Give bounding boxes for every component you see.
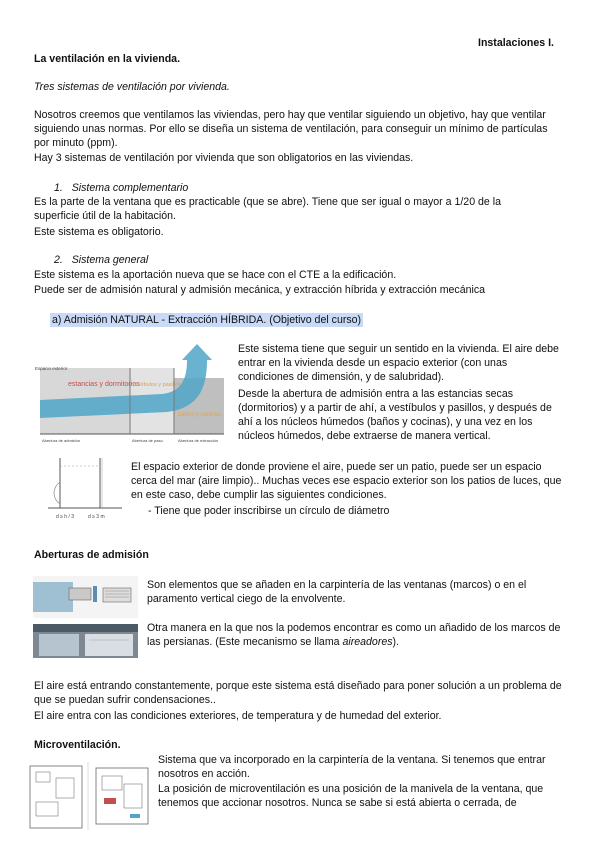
section-title: La ventilación en la vivienda. xyxy=(34,53,181,65)
microventilacion-paragraph-1: Sistema que va incorporado en la carpintería de la ventana. Si tenemos que entrar nosotros en acción. xyxy=(158,754,546,780)
paragraph-term: aireadores xyxy=(342,636,393,648)
list-number: 1. xyxy=(54,182,63,194)
courtyard-label-2: d ≥ 3 m xyxy=(88,514,105,520)
intro-paragraph: Nosotros creemos que ventilamos las viviendas, pero hay que ventilar siguiendo un objetivo, hay que ventilar siguiendo unas normas. Por ello se diseña un sistema de ventilación, para conseguir un mínimo de partículas por minuto (ppm). xyxy=(34,109,548,149)
paragraph-b: Desde la abertura de admisión entra a las estancias secas (dormitorios) y a partir de ahí, a vestíbulos y pasillos, y después de ahí a los núcleos húmedos (baños y cocinas), y una vez en los núcleos húmedos, debe extraerse de manera vertical. xyxy=(238,388,552,442)
label-paso: Abertura de paso xyxy=(132,438,163,443)
aireador-svg xyxy=(33,624,138,658)
label-estancias: estancias y dormitorios xyxy=(68,381,140,388)
microventilation-diagram xyxy=(26,758,154,834)
microventilation-svg xyxy=(26,758,154,834)
list-number: 2. xyxy=(54,254,63,266)
intro-paragraph-2: Hay 3 sistemas de ventilación por vivienda que son obligatorios en las viviendas. xyxy=(34,152,414,164)
list-title: Sistema general xyxy=(71,254,149,266)
courtyard-section-diagram xyxy=(42,452,132,524)
aberturas-paragraph-2 xyxy=(147,621,565,649)
bullet-item: - Tiene que poder inscribirse un círculo de diámetro xyxy=(148,505,390,517)
aberturas-paragraph-1: Son elementos que se añaden en la carpintería de las ventanas (marcos) o en el paramento vertical ciego de la envolvente. xyxy=(147,579,527,605)
paragraph-text: Otra manera en la que nos la podemos encontrar es como un añadido de los marcos de las persianas. (Este mecanismo se llama xyxy=(147,622,561,648)
courtyard-svg xyxy=(42,452,132,524)
list-item-1-text: Es la parte de la ventana que es practicable (que se abre). Tiene que ser igual o mayor a 1/20 de la superficie útil de la habitación. xyxy=(34,196,502,222)
ventilation-flow-svg xyxy=(32,338,232,448)
paragraph-text-end: ). xyxy=(392,636,400,648)
list-title: Sistema complementario xyxy=(71,182,189,194)
label-extraccion: Abertura de extracción xyxy=(178,438,219,443)
label-vestibulos: vestíbulos y pasillos xyxy=(132,382,181,388)
list-item-1-text-2: Este sistema es obligatorio. xyxy=(34,226,164,238)
courtyard-label-1: d ≥ h / 3 xyxy=(56,514,75,520)
label-admision: Abertura de admisión xyxy=(42,438,81,443)
ventilation-flow-diagram xyxy=(32,338,232,448)
aberturas-paragraph-4: El aire entra con las condiciones exteriores, de temperatura y de humedad del exterior. xyxy=(34,710,442,722)
list-item-2-title xyxy=(54,253,148,267)
microventilacion-paragraph-2: La posición de microventilación es una posición de la manivela de la ventana, que tenemos que accionar nosotros. Nunca se sabe si está abierta o cerrada, de xyxy=(158,783,544,809)
list-item-1-title xyxy=(54,181,188,195)
paragraph-a: Este sistema tiene que seguir un sentido en la vivienda. El aire debe entrar en la vivienda desde un espacio exterior (con unas condiciones de dimensión, y de salubridad). xyxy=(238,343,559,383)
list-item-2-text: Este sistema es la aportación nueva que se hace con el CTE a la edificación. xyxy=(34,269,397,281)
admission-vent-photo xyxy=(33,576,138,618)
aberturas-paragraph-3: El aire está entrando constantemente, porque este sistema está diseñado para poner solución a un problema de que se puedan sufrir condensaciones.. xyxy=(34,680,562,706)
label-banos: baños y cocinas xyxy=(178,412,222,418)
paragraph-c: El espacio exterior de donde proviene el aire, puede ser un patio, puede ser un espacio cerca del mar (aire limpio).. Muchas veces ese espacio exterior son los patios de luces, que en este caso, debe cumplir las siguientes condiciones. xyxy=(131,461,562,501)
section-title-aberturas: Aberturas de admisión xyxy=(34,549,149,561)
label-exterior: Espacio exterior xyxy=(35,366,68,371)
page-header-title: Instalaciones I. xyxy=(478,37,554,49)
section-title-microventilacion: Microventilación. xyxy=(34,739,121,751)
subsection-a-title: a) Admisión NATURAL - Extracción HÍBRIDA. (Objetivo del curso) xyxy=(52,314,362,326)
section-subtitle: Tres sistemas de ventilación por vivienda. xyxy=(34,81,230,93)
list-item-2-text-2: Puede ser de admisión natural y admisión mecánica, y extracción híbrida y extracción mecánica xyxy=(34,284,486,296)
admission-vent-svg xyxy=(33,576,138,618)
window-aireador-photo xyxy=(33,624,138,658)
